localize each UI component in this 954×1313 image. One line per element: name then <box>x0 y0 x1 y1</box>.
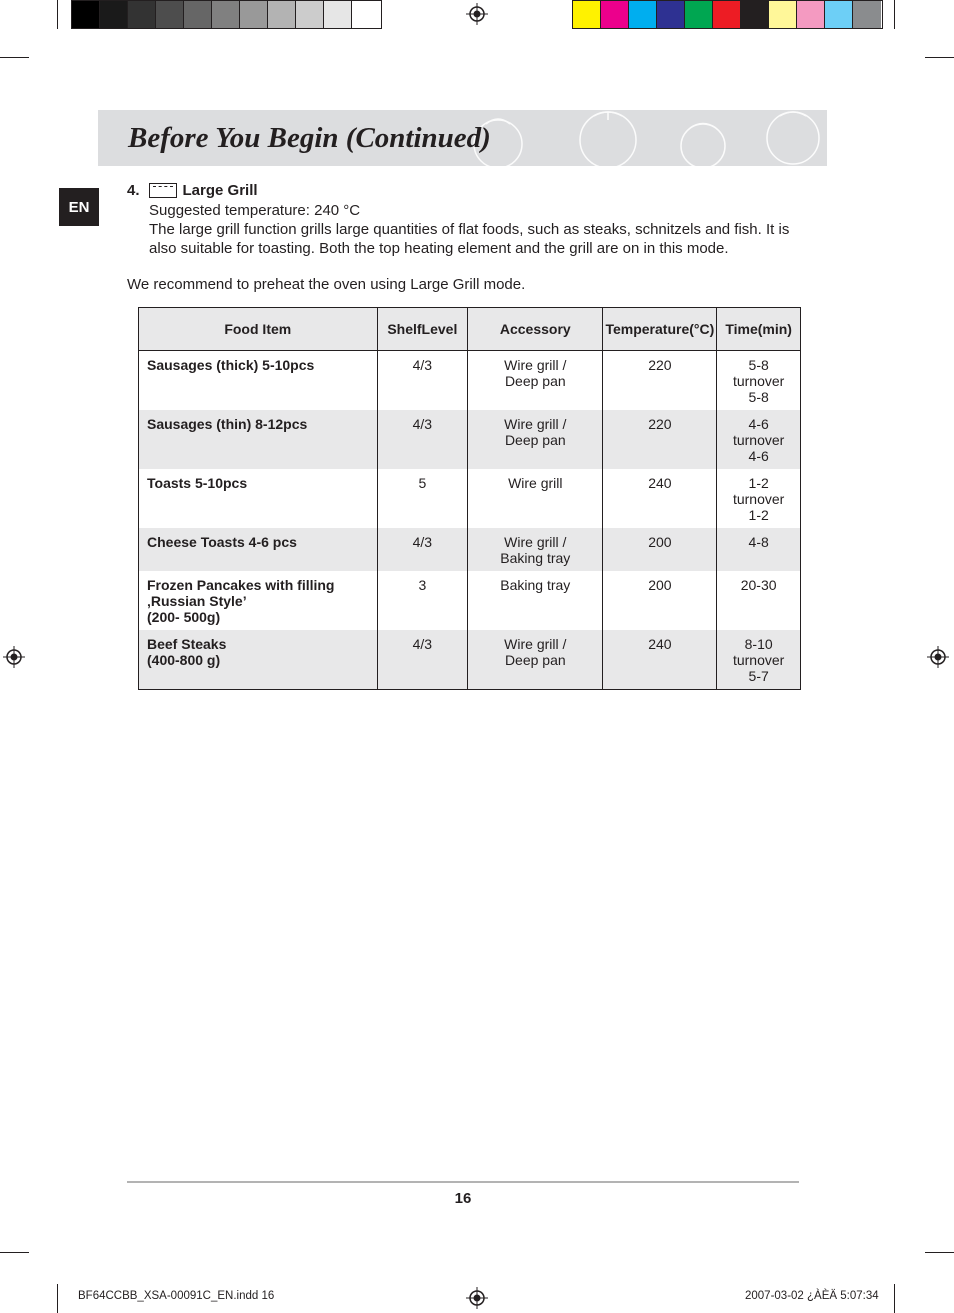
temperature-cell: 240 <box>603 630 717 690</box>
color-swatch <box>657 1 685 28</box>
time-cell: 4-8 <box>717 528 801 571</box>
table-row <box>139 630 801 690</box>
accessory-cell: Wire grill / Deep pan <box>468 410 603 469</box>
table-row <box>139 571 801 630</box>
registration-mark-icon <box>927 646 949 668</box>
color-swatch <box>72 1 100 28</box>
color-swatch <box>324 1 352 28</box>
time-cell: 1-2 turnover 1-2 <box>717 469 801 528</box>
registration-mark-icon <box>3 646 25 668</box>
temperature-cell: 200 <box>603 528 717 571</box>
color-swatch <box>629 1 657 28</box>
table-row <box>139 351 801 411</box>
large-grill-icon <box>149 183 177 198</box>
section-header-band <box>98 110 827 166</box>
crop-mark <box>57 0 58 29</box>
table-row <box>139 469 801 528</box>
temperature-cell: 220 <box>603 410 717 469</box>
shelf-level-cell: 4/3 <box>377 630 468 690</box>
temperature-cell: 200 <box>603 571 717 630</box>
accessory-cell: Wire grill <box>468 469 603 528</box>
section-number: 4. <box>127 182 140 199</box>
mode-title: Large Grill <box>182 182 258 199</box>
footer-divider <box>127 1181 799 1183</box>
shelf-level-cell: 4/3 <box>377 410 468 469</box>
header-time: Time(min) <box>717 308 801 351</box>
color-swatch <box>184 1 212 28</box>
crop-mark <box>925 57 954 58</box>
page-number: 16 <box>454 1190 472 1207</box>
time-cell: 20-30 <box>717 571 801 630</box>
shelf-level-cell: 3 <box>377 571 468 630</box>
color-swatch <box>769 1 797 28</box>
grill-settings-table <box>138 307 801 690</box>
suggested-temperature: Suggested temperature: 240 °C <box>149 202 361 219</box>
food-item-cell: Sausages (thick) 5-10pcs <box>139 351 378 411</box>
registration-mark-icon <box>466 1287 488 1309</box>
color-swatch <box>741 1 769 28</box>
food-item-cell: Sausages (thin) 8-12pcs <box>139 410 378 469</box>
color-swatch <box>240 1 268 28</box>
table-row <box>139 410 801 469</box>
crop-mark <box>925 1252 954 1253</box>
vegetable-pattern-icon <box>458 110 827 166</box>
header-food-item: Food Item <box>139 308 378 351</box>
food-item-cell: Cheese Toasts 4-6 pcs <box>139 528 378 571</box>
color-swatch <box>352 1 380 28</box>
color-swatch <box>825 1 853 28</box>
shelf-level-cell: 4/3 <box>377 528 468 571</box>
grayscale-color-bar <box>71 0 382 29</box>
accessory-cell: Wire grill / Deep pan <box>468 351 603 411</box>
accessory-cell: Baking tray <box>468 571 603 630</box>
color-swatch <box>156 1 184 28</box>
mode-heading <box>127 182 258 199</box>
food-item-cell: Toasts 5-10pcs <box>139 469 378 528</box>
food-item-cell: Frozen Pancakes with filling ‚Russian Style’ (200- 500g) <box>139 571 378 630</box>
header-temperature: Temperature(°C) <box>603 308 717 351</box>
color-swatch <box>685 1 713 28</box>
crop-mark <box>894 1284 895 1313</box>
crop-mark <box>57 1284 58 1313</box>
timestamp-slug: 2007-03-02 ¿ÀÈÄ 5:07:34 <box>745 1290 879 1302</box>
temperature-cell: 220 <box>603 351 717 411</box>
file-slug: BF64CCBB_XSA-00091C_EN.indd 16 <box>78 1290 275 1302</box>
crop-mark <box>0 57 29 58</box>
color-swatch <box>268 1 296 28</box>
table-row <box>139 528 801 571</box>
time-cell: 4-6 turnover 4-6 <box>717 410 801 469</box>
color-swatch <box>100 1 128 28</box>
shelf-level-cell: 4/3 <box>377 351 468 411</box>
color-swatch <box>601 1 629 28</box>
color-swatch <box>853 1 881 28</box>
crop-mark <box>0 1252 29 1253</box>
accessory-cell: Wire grill / Baking tray <box>468 528 603 571</box>
table-header-row <box>139 308 801 351</box>
color-swatch <box>212 1 240 28</box>
temperature-cell: 240 <box>603 469 717 528</box>
time-cell: 5-8 turnover 5-8 <box>717 351 801 411</box>
color-swatch <box>296 1 324 28</box>
header-accessory: Accessory <box>468 308 603 351</box>
preheat-note: We recommend to preheat the oven using Large Grill mode. <box>127 276 526 293</box>
color-swatch <box>128 1 156 28</box>
color-swatch <box>573 1 601 28</box>
page-title: Before You Begin (Continued) <box>128 122 491 154</box>
crop-mark <box>894 0 895 29</box>
mode-description: The large grill function grills large quantities of flat foods, such as steaks, schnitzels and fish. It is also suitable for toasting. Both the top heating element and the grill are on in this mode. <box>149 221 790 257</box>
registration-mark-icon <box>466 3 488 25</box>
accessory-cell: Wire grill / Deep pan <box>468 630 603 690</box>
time-cell: 8-10 turnover 5-7 <box>717 630 801 690</box>
header-shelf-level: ShelfLevel <box>377 308 468 351</box>
color-swatch <box>713 1 741 28</box>
process-color-bar <box>572 0 883 29</box>
color-swatch <box>797 1 825 28</box>
shelf-level-cell: 5 <box>377 469 468 528</box>
language-tab: EN <box>59 188 99 226</box>
food-item-cell: Beef Steaks (400-800 g) <box>139 630 378 690</box>
